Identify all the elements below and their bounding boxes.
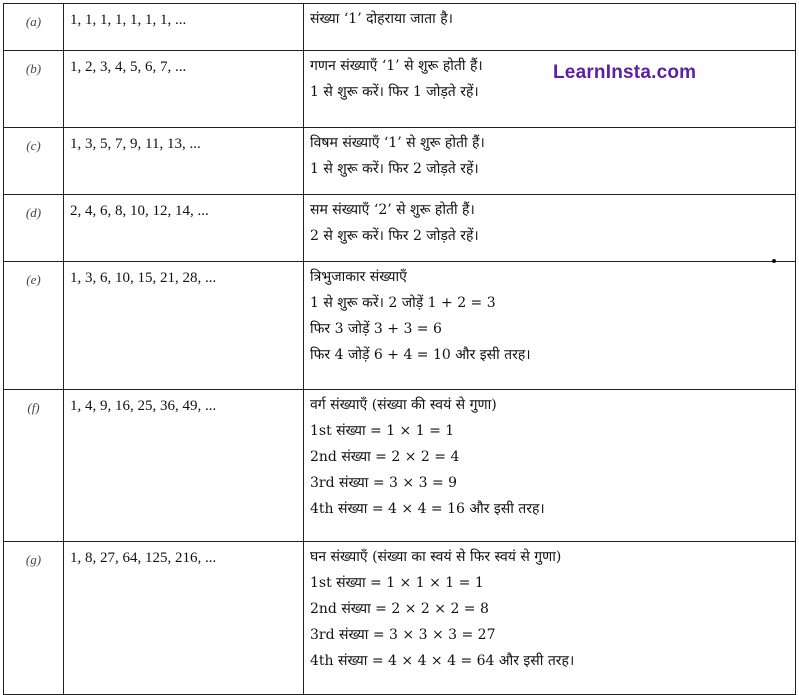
sequence-cell: 2, 4, 6, 8, 10, 12, 14, ... <box>64 195 304 262</box>
description-line: 2nd संख्या = 2 × 2 × 2 = 8 <box>310 601 489 617</box>
description-line: 1 से शुरू करें। 2 जोड़ें 1 + 2 = 3 <box>310 295 496 311</box>
description-line: वर्ग संख्याएँ (संख्या की स्वयं से गुणा) <box>310 397 497 413</box>
table-row <box>4 262 796 390</box>
description-cell <box>304 390 796 542</box>
row-label: (c) <box>4 128 64 195</box>
sequence-cell: 1, 3, 5, 7, 9, 11, 13, ... <box>64 128 304 195</box>
description-line: विषम संख्याएँ ‘1’ से शुरू होती हैं। <box>310 135 485 151</box>
description-line: फिर 3 जोड़ें 3 + 3 = 6 <box>310 321 442 337</box>
description-line: 3rd संख्या = 3 × 3 × 3 = 27 <box>310 627 496 643</box>
description-line: 1st संख्या = 1 × 1 × 1 = 1 <box>310 575 484 591</box>
sequence-cell: 1, 1, 1, 1, 1, 1, 1, ... <box>64 4 304 51</box>
row-label: (g) <box>4 542 64 695</box>
description-line: 1 से शुरू करें। फिर 1 जोड़ते रहें। <box>310 84 479 100</box>
table-row <box>4 128 796 195</box>
description-cell <box>304 51 796 128</box>
description-cell <box>304 128 796 195</box>
description-line: संख्या ‘1’ दोहराया जाता है। <box>310 11 453 27</box>
description-line: सम संख्याएँ ‘2’ से शुरू होती हैं। <box>310 202 475 218</box>
table-row <box>4 542 796 695</box>
description-line: 2nd संख्या = 2 × 2 = 4 <box>310 449 460 465</box>
row-label: (e) <box>4 262 64 390</box>
sequence-cell: 1, 8, 27, 64, 125, 216, ... <box>64 542 304 695</box>
description-line: 4th संख्या = 4 × 4 = 16 और इसी तरह। <box>310 501 545 517</box>
number-patterns-table <box>3 3 796 695</box>
description-cell <box>304 262 796 390</box>
table-row <box>4 4 796 51</box>
description-line: फिर 4 जोड़ें 6 + 4 = 10 और इसी तरह। <box>310 347 531 363</box>
row-label: (b) <box>4 51 64 128</box>
description-line: गणन संख्याएँ ‘1’ से शुरू होती हैं। <box>310 58 483 74</box>
row-label: (f) <box>4 390 64 542</box>
table-row <box>4 390 796 542</box>
row-label: (a) <box>4 4 64 51</box>
sequence-cell: 1, 2, 3, 4, 5, 6, 7, ... <box>64 51 304 128</box>
description-line: 3rd संख्या = 3 × 3 = 9 <box>310 475 458 491</box>
description-line: 1 से शुरू करें। फिर 2 जोड़ते रहें। <box>310 161 479 177</box>
table-row <box>4 195 796 262</box>
sequence-cell: 1, 3, 6, 10, 15, 21, 28, ... <box>64 262 304 390</box>
learninsta-watermark: LearnInsta.com <box>553 62 697 83</box>
description-cell <box>304 195 796 262</box>
description-cell <box>304 4 796 51</box>
row-label: (d) <box>4 195 64 262</box>
description-line: त्रिभुजाकार संख्याएँ <box>310 269 407 285</box>
stray-dot <box>772 259 776 263</box>
description-line: 1st संख्या = 1 × 1 = 1 <box>310 423 455 439</box>
description-line: घन संख्याएँ (संख्या का स्वयं से फिर स्वयं से गुणा) <box>310 549 562 565</box>
description-cell <box>304 542 796 695</box>
description-line: 2 से शुरू करें। फिर 2 जोड़ते रहें। <box>310 228 479 244</box>
sequence-cell: 1, 4, 9, 16, 25, 36, 49, ... <box>64 390 304 542</box>
description-line: 4th संख्या = 4 × 4 × 4 = 64 और इसी तरह। <box>310 653 575 669</box>
